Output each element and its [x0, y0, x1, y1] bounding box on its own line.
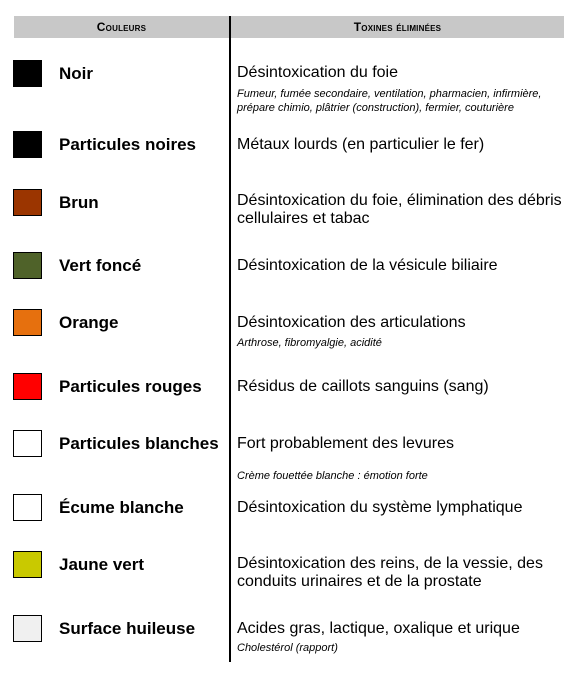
color-swatch	[13, 309, 42, 336]
color-swatch	[13, 252, 42, 279]
color-swatch	[13, 60, 42, 87]
toxin-description: Désintoxication des reins, de la vessie, des conduits urinaires et de la prostate	[237, 555, 543, 590]
toxin-description: Acides gras, lactique, oxalique et urique	[237, 620, 520, 637]
color-swatch	[13, 551, 42, 578]
toxin-note: Arthrose, fibromyalgie, acidité	[237, 337, 382, 349]
toxin-description: Fort probablement des levures	[237, 435, 454, 452]
color-name: Orange	[59, 313, 119, 332]
toxin-description: Résidus de caillots sanguins (sang)	[237, 378, 489, 395]
table-header	[14, 16, 564, 38]
color-swatch	[13, 373, 42, 400]
toxin-description: Désintoxication de la vésicule biliaire	[237, 257, 498, 274]
color-name: Écume blanche	[59, 498, 184, 517]
toxin-note: Cholestérol (rapport)	[237, 642, 338, 654]
header-colors: Couleurs	[96, 20, 147, 34]
toxin-note: Crème fouettée blanche : émotion forte	[237, 470, 428, 482]
color-swatch	[13, 494, 42, 521]
color-name: Brun	[59, 193, 99, 212]
toxin-description: Désintoxication du foie	[237, 64, 398, 81]
color-name: Surface huileuse	[59, 619, 196, 638]
toxin-description: Désintoxication du système lymphatique	[237, 499, 523, 516]
color-name: Particules blanches	[59, 434, 219, 453]
toxin-description: Désintoxication des articulations	[237, 314, 466, 331]
color-swatch	[13, 131, 42, 158]
color-swatch	[13, 189, 42, 216]
header-toxins: Toxines éliminées	[353, 20, 442, 34]
color-name: Noir	[59, 64, 93, 83]
toxin-description: Désintoxication du foie, élimination des débris cellulaires et tabac	[237, 192, 562, 227]
color-name: Particules rouges	[59, 377, 202, 396]
color-name: Jaune vert	[59, 555, 145, 574]
color-swatch	[13, 615, 42, 642]
color-swatch	[13, 430, 42, 457]
column-divider	[229, 16, 231, 662]
color-name: Particules noires	[59, 135, 197, 154]
toxin-note: Fumeur, fumée secondaire, ventilation, pharmacien, infirmière, prépare chimio, plâtrier (construction), fermier, couturière	[237, 88, 542, 114]
color-name: Vert foncé	[59, 256, 142, 275]
toxin-description: Métaux lourds (en particulier le fer)	[237, 136, 485, 153]
